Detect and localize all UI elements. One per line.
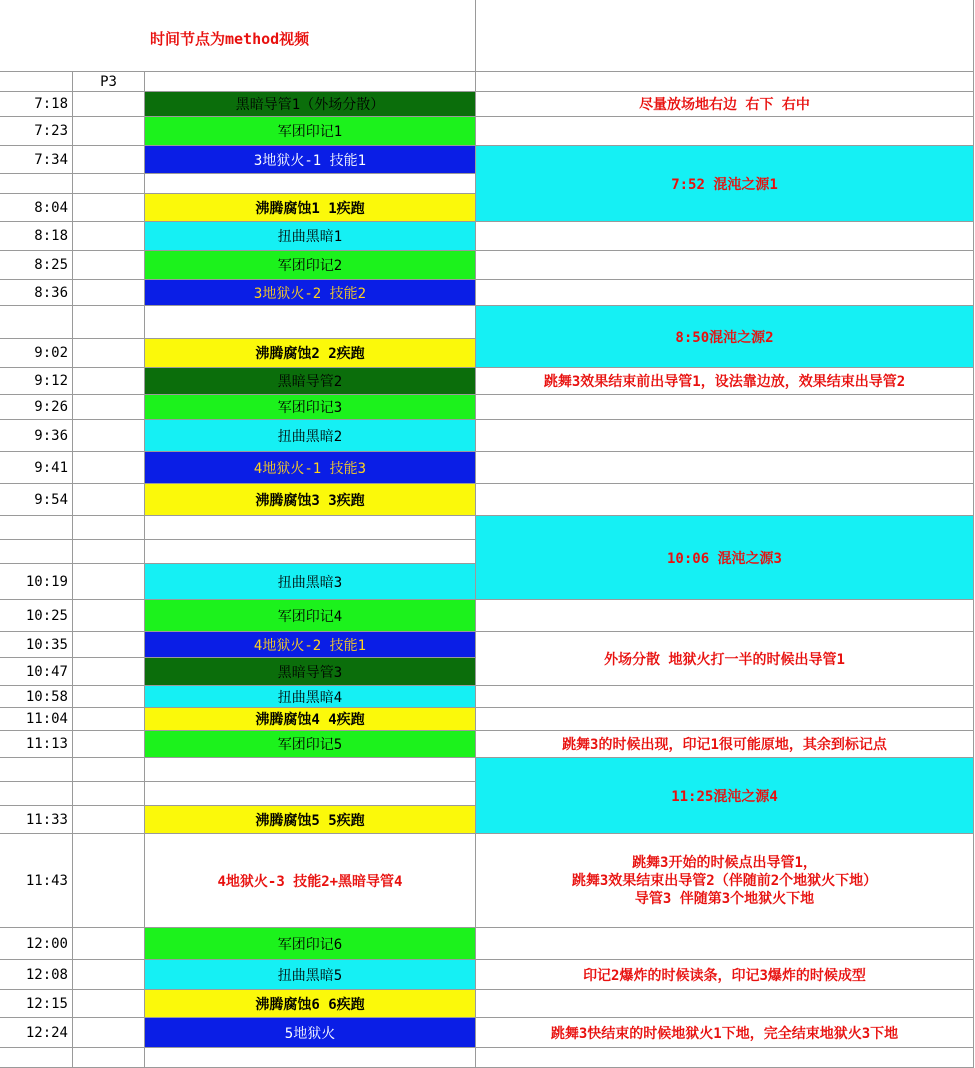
event-cell[interactable]: 沸腾腐蚀1 1疾跑 [145,194,476,222]
note-cell[interactable]: 跳舞3效果结束前出导管1，设法靠边放，效果结束出导管2 [476,368,974,395]
time-cell[interactable]: 10:35 [0,632,73,658]
event-cell[interactable]: 黑暗导管2 [145,368,476,395]
empty-cell[interactable] [73,146,145,174]
time-cell[interactable]: 8:04 [0,194,73,222]
header-merged-cell[interactable] [0,0,476,72]
event-cell[interactable]: 沸腾腐蚀5 5疾跑 [145,806,476,834]
time-cell[interactable]: 12:15 [0,990,73,1018]
empty-cell[interactable] [73,174,145,194]
pipes-note-line: 导管3 伴随第3个地狱火下地 [634,890,815,907]
note-cell[interactable]: 跳舞3快结束的时候地狱火1下地，完全结束地狱火3下地 [476,1018,974,1048]
note-cell-chaos1[interactable]: 7:52 混沌之源1 [476,146,974,222]
empty-cell[interactable] [73,484,145,516]
note-cell[interactable] [476,1048,974,1068]
phase-label[interactable]: P3 [73,72,145,92]
pipes-note-line: 跳舞3效果结束出导管2（伴随前2个地狱火下地） [571,872,878,889]
empty-cell[interactable] [73,420,145,452]
time-cell[interactable] [0,306,73,339]
empty-cell[interactable] [73,731,145,758]
note-cell[interactable] [476,600,974,632]
empty-cell[interactable] [73,990,145,1018]
event-cell[interactable]: 4地狱火-2 技能1 [145,632,476,658]
note-cell[interactable] [476,117,974,146]
time-cell[interactable]: 12:08 [0,960,73,990]
sheet-title: 时间节点为method视频 [150,30,310,48]
time-cell[interactable]: 9:41 [0,452,73,484]
empty-cell[interactable] [73,368,145,395]
event-cell[interactable]: 5地狱火 [145,1018,476,1048]
note-cell[interactable] [476,928,974,960]
empty-cell[interactable] [73,928,145,960]
time-cell[interactable]: 7:34 [0,146,73,174]
time-cell[interactable]: 9:54 [0,484,73,516]
empty-cell[interactable] [73,564,145,600]
note-cell[interactable] [476,222,974,251]
time-cell[interactable]: 9:26 [0,395,73,420]
empty-cell[interactable] [73,194,145,222]
time-cell[interactable]: 9:02 [0,339,73,368]
time-cell[interactable]: 8:36 [0,280,73,306]
note-cell[interactable] [476,251,974,280]
empty-cell[interactable] [73,395,145,420]
empty-cell[interactable] [73,600,145,632]
note-cell-chaos2[interactable]: 8:50混沌之源2 [476,306,974,368]
note-cell[interactable] [476,395,974,420]
event-cell[interactable]: 3地狱火-2 技能2 [145,280,476,306]
event-cell[interactable]: 扭曲黑暗2 [145,420,476,452]
time-cell[interactable]: 11:13 [0,731,73,758]
empty-cell[interactable] [73,782,145,806]
empty-cell[interactable] [73,452,145,484]
event-cell[interactable] [145,540,476,564]
event-cell[interactable]: 扭曲黑暗5 [145,960,476,990]
event-cell[interactable] [145,174,476,194]
time-cell[interactable]: 12:24 [0,1018,73,1048]
event-cell[interactable]: 3地狱火-1 技能1 [145,146,476,174]
time-cell[interactable]: 11:04 [0,708,73,731]
header-empty-cell[interactable] [145,72,476,92]
note-cell[interactable] [476,990,974,1018]
event-cell[interactable]: 扭曲黑暗3 [145,564,476,600]
empty-cell[interactable] [73,222,145,251]
note-cell-chaos3[interactable]: 10:06 混沌之源3 [476,516,974,600]
event-cell[interactable] [145,516,476,540]
event-cell[interactable]: 4地狱火-3 技能2+黑暗导管4 [145,834,476,928]
empty-cell[interactable] [73,117,145,146]
time-cell[interactable] [0,540,73,564]
note-cell[interactable]: 跳舞3的时候出现，印记1很可能原地，其余到标记点 [476,731,974,758]
time-cell[interactable] [0,516,73,540]
note-cell[interactable] [476,686,974,708]
event-cell[interactable]: 军团印记1 [145,117,476,146]
time-cell[interactable]: 8:25 [0,251,73,280]
event-cell[interactable]: 黑暗导管3 [145,658,476,686]
event-cell[interactable]: 沸腾腐蚀6 6疾跑 [145,990,476,1018]
empty-cell[interactable] [73,339,145,368]
empty-cell[interactable] [73,834,145,928]
note-cell[interactable] [476,484,974,516]
note-cell[interactable] [476,452,974,484]
time-cell[interactable]: 8:18 [0,222,73,251]
event-cell[interactable]: 扭曲黑暗4 [145,686,476,708]
empty-cell[interactable] [73,686,145,708]
note-cell[interactable] [476,420,974,452]
empty-cell[interactable] [73,1018,145,1048]
note-cell-chaos4[interactable]: 11:25混沌之源4 [476,758,974,834]
time-cell[interactable]: 11:43 [0,834,73,928]
empty-cell[interactable] [73,960,145,990]
event-cell[interactable]: 沸腾腐蚀2 2疾跑 [145,339,476,368]
event-cell[interactable]: 军团印记2 [145,251,476,280]
note-cell[interactable] [476,708,974,731]
empty-cell[interactable] [73,658,145,686]
pipes-note-line: 跳舞3开始的时候点出导管1， [632,854,817,871]
time-cell[interactable]: 7:23 [0,117,73,146]
event-cell[interactable]: 沸腾腐蚀4 4疾跑 [145,708,476,731]
event-cell[interactable] [145,1048,476,1068]
note-cell-pipes[interactable] [476,834,974,928]
time-cell[interactable] [0,758,73,782]
corner-cell[interactable] [0,72,73,92]
note-cell[interactable]: 印记2爆炸的时候读条，印记3爆炸的时候成型 [476,960,974,990]
time-cell[interactable]: 10:25 [0,600,73,632]
note-cell[interactable] [476,280,974,306]
empty-cell[interactable] [73,92,145,117]
header-note-cell[interactable] [476,0,974,72]
empty-cell[interactable] [73,516,145,540]
time-cell[interactable]: 9:36 [0,420,73,452]
time-cell[interactable]: 9:12 [0,368,73,395]
empty-cell[interactable] [73,251,145,280]
event-cell[interactable] [145,782,476,806]
empty-cell[interactable] [73,1048,145,1068]
time-cell[interactable]: 11:33 [0,806,73,834]
empty-cell[interactable] [73,632,145,658]
event-cell[interactable] [145,758,476,782]
note-cell[interactable]: 尽量放场地右边 右下 右中 [476,92,974,117]
event-cell[interactable]: 军团印记3 [145,395,476,420]
event-cell[interactable]: 军团印记4 [145,600,476,632]
event-cell[interactable]: 军团印记5 [145,731,476,758]
event-cell[interactable]: 沸腾腐蚀3 3疾跑 [145,484,476,516]
event-cell[interactable] [145,306,476,339]
time-cell[interactable]: 7:18 [0,92,73,117]
event-cell[interactable]: 黑暗导管1（外场分散） [145,92,476,117]
empty-cell[interactable] [73,280,145,306]
time-cell[interactable]: 10:19 [0,564,73,600]
empty-cell[interactable] [73,758,145,782]
empty-cell[interactable] [73,306,145,339]
time-cell[interactable]: 10:58 [0,686,73,708]
note-cell-outfield[interactable]: 外场分散 地狱火打一半的时候出导管1 [476,632,974,686]
event-cell[interactable]: 军团印记6 [145,928,476,960]
time-cell[interactable] [0,782,73,806]
empty-cell[interactable] [73,540,145,564]
time-cell[interactable]: 10:47 [0,658,73,686]
header-empty-cell[interactable] [476,72,974,92]
time-cell[interactable] [0,174,73,194]
event-cell[interactable]: 4地狱火-1 技能3 [145,452,476,484]
time-cell[interactable]: 12:00 [0,928,73,960]
event-cell[interactable]: 扭曲黑暗1 [145,222,476,251]
empty-cell[interactable] [73,708,145,731]
time-cell[interactable] [0,1048,73,1068]
empty-cell[interactable] [73,806,145,834]
